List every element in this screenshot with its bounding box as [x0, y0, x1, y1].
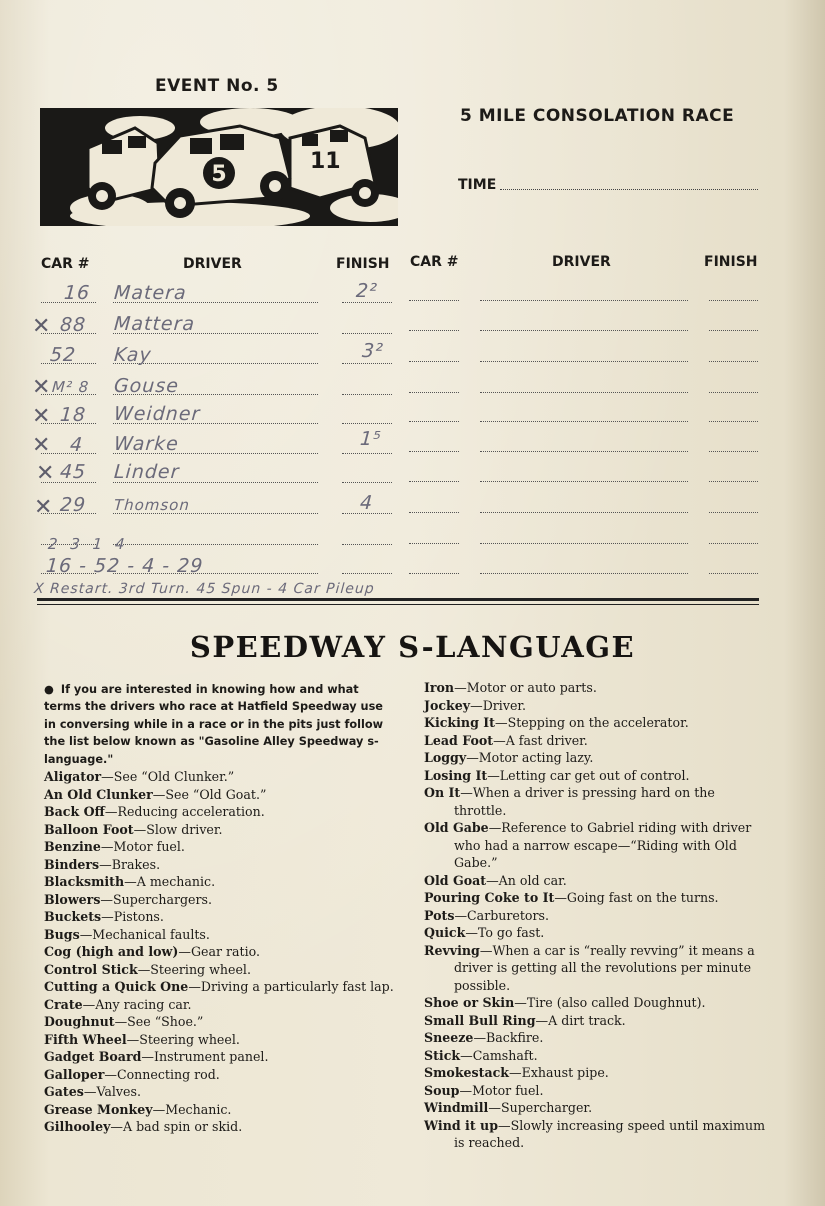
glossary-definition: —Supercharger.	[488, 1100, 593, 1115]
glossary-entry	[424, 1117, 768, 1152]
glossary-definition: —Carburetors.	[454, 907, 549, 923]
entry-dotted-line	[342, 544, 392, 545]
glossary-entry	[424, 749, 768, 767]
glossary-definition: —Driver.	[470, 697, 527, 713]
entry-dotted-line	[409, 392, 459, 393]
glossary-definition: —Motor fuel.	[100, 839, 185, 854]
section-divider-thick	[37, 598, 759, 601]
glossary-definition: —Motor fuel.	[459, 1082, 544, 1098]
glossary-entry	[424, 1099, 768, 1117]
glossary-term: On It	[424, 785, 461, 800]
glossary-entry	[44, 1066, 394, 1084]
glossary-definition: —Connecting rod.	[104, 1066, 220, 1082]
entry-dotted-line	[409, 421, 459, 422]
entry-dotted-line	[342, 363, 392, 364]
glossary-definition: —Brakes.	[99, 856, 161, 872]
glossary-term: Revving	[424, 942, 480, 958]
glossary-entry	[44, 1118, 394, 1136]
glossary-entry	[44, 821, 394, 839]
header-driver-left: DRIVER	[183, 256, 242, 272]
entry-dotted-line	[342, 333, 392, 334]
glossary-entry	[44, 1101, 394, 1119]
hw-car-3: 52	[49, 344, 77, 366]
glossary-definition: —Backfire.	[473, 1030, 544, 1045]
glossary-definition: —An old car.	[486, 872, 567, 888]
glossary-definition: —Superchargers.	[100, 891, 212, 907]
glossary-entry	[44, 891, 394, 909]
race-cars-illustration	[40, 108, 398, 226]
entry-dotted-line	[480, 481, 688, 482]
glossary-entry	[44, 926, 394, 944]
intro-text: If you are interested in knowing how and what terms the drivers who race at Hatfield Speedway use in conversing while in a race or in the pits just follow the list below known as "Gasoline Alley Speedway s-language."	[44, 683, 384, 766]
glossary-definition: —See “Old Clunker.”	[101, 769, 235, 784]
glossary-term: Small Bull Ring	[424, 1012, 536, 1028]
glossary-entry	[44, 908, 394, 926]
hw-x-mark: ✕	[32, 375, 51, 400]
hw-car-8: 29	[59, 494, 87, 516]
glossary-entry	[44, 978, 394, 996]
hw-car-5: 18	[59, 404, 87, 426]
glossary-term: Benzine	[44, 839, 101, 854]
hw-driver-6: Warke	[113, 433, 180, 455]
section-title: SPEEDWAY S-LANGUAGE	[189, 630, 636, 664]
glossary-definition: —Steering wheel.	[126, 1031, 240, 1047]
glossary-entry	[44, 961, 394, 979]
glossary-definition: —A dirt track.	[535, 1012, 626, 1028]
glossary-definition: —Instrument panel.	[141, 1049, 269, 1064]
glossary-entry	[44, 1048, 394, 1066]
entry-dotted-line	[409, 451, 459, 452]
glossary-definition: —Reducing acceleration.	[104, 804, 265, 819]
hw-finish-6: 1⁵	[359, 428, 383, 450]
glossary-definition: —Pistons.	[101, 909, 164, 924]
time-label: TIME	[458, 177, 497, 193]
glossary-definition: —Gear ratio.	[178, 944, 260, 959]
glossary-term: Stick	[424, 1047, 461, 1063]
glossary-term: Bugs	[44, 926, 80, 942]
right-car-number: 11	[310, 149, 341, 174]
glossary-definition: —Exhaust pipe.	[509, 1065, 609, 1080]
glossary-definition: —A bad spin or skid.	[110, 1119, 243, 1134]
hw-finish-3: 3²	[361, 340, 385, 362]
header-driver-right: DRIVER	[552, 254, 611, 270]
entry-dotted-line	[709, 573, 758, 574]
glossary-term: Smokestack	[424, 1065, 510, 1080]
header-finish-right: FINISH	[704, 254, 758, 270]
glossary-entry	[44, 996, 394, 1014]
hw-finish-1: 2²	[355, 280, 379, 302]
hw-driver-7: Linder	[113, 461, 181, 483]
entry-dotted-line	[409, 361, 459, 362]
entry-dotted-line	[480, 330, 688, 331]
glossary-entry	[424, 1029, 768, 1047]
hw-x-mark: ✕	[34, 495, 53, 520]
entry-dotted-line	[113, 544, 318, 545]
hw-finish-order: 16 - 52 - 4 - 29	[45, 555, 205, 577]
hw-driver-3: Kay	[113, 344, 153, 366]
glossary-entry	[424, 942, 768, 995]
glossary-definition: —Steering wheel.	[137, 961, 251, 977]
glossary-term: Galloper	[44, 1066, 105, 1082]
entry-dotted-line	[409, 481, 459, 482]
glossary-entry	[424, 924, 768, 942]
glossary-entry	[424, 732, 768, 750]
glossary-entry	[44, 838, 394, 856]
glossary-entry	[424, 714, 768, 732]
entry-dotted-line	[409, 543, 459, 544]
glossary-entry	[44, 1083, 394, 1101]
glossary-term: Balloon Foot	[44, 821, 134, 837]
glossary-term: Gilhooley	[44, 1119, 111, 1134]
glossary-term: Lead Foot	[424, 732, 494, 748]
glossary-term: Windmill	[424, 1100, 489, 1115]
glossary-term: An Old Clunker	[44, 786, 153, 802]
entry-dotted-line	[709, 512, 758, 513]
glossary-term: Kicking It	[424, 715, 495, 730]
glossary-term: Jockey	[424, 697, 471, 713]
glossary-term: Crate	[44, 996, 83, 1012]
glossary-term: Back Off	[44, 804, 105, 819]
entry-dotted-line	[409, 300, 459, 301]
glossary-definition: —Valves.	[83, 1084, 141, 1099]
glossary-term: Cog (high and low)	[44, 944, 179, 959]
hw-restart-note: X Restart. 3rd Turn. 45 Spun - 4 Car Pileup	[33, 581, 376, 597]
hw-driver-1: Matera	[113, 282, 188, 304]
hw-car-4: M² 8	[51, 378, 90, 396]
glossary-entry	[424, 907, 768, 925]
glossary-term: Blowers	[44, 891, 101, 907]
glossary-definition: —When a driver is pressing hard on the throttle.	[454, 785, 715, 818]
glossary-definition: —Going fast on the turns.	[554, 890, 719, 905]
hw-x-mark: ✕	[32, 314, 51, 339]
entry-dotted-line	[409, 512, 459, 513]
glossary-definition: —A fast driver.	[493, 732, 588, 748]
hw-driver-4: Gouse	[113, 375, 180, 397]
entry-dotted-line	[342, 423, 392, 424]
glossary-entry	[44, 1031, 394, 1049]
hw-place-labels: 2 3 1 4	[47, 535, 130, 553]
glossary-definition: —Tire (also called Doughnut).	[514, 995, 706, 1010]
glossary-definition: —Any racing car.	[82, 996, 192, 1012]
glossary-definition: —Slowly increasing speed until maximum is reached.	[454, 1117, 766, 1150]
entry-dotted-line	[709, 543, 758, 544]
glossary-entry	[424, 1064, 768, 1082]
glossary-term: Fifth Wheel	[44, 1031, 127, 1047]
center-car-number: 5	[211, 162, 227, 187]
entry-dotted-line	[342, 394, 392, 395]
glossary-entry	[424, 784, 768, 819]
glossary-entry	[44, 856, 394, 874]
glossary-entry	[44, 768, 394, 786]
hw-car-2: 88	[59, 314, 87, 336]
entry-dotted-line	[709, 392, 758, 393]
glossary-definition: —A mechanic.	[124, 874, 216, 889]
glossary-definition: —Stepping on the accelerator.	[494, 715, 689, 730]
entry-dotted-line	[709, 330, 758, 331]
glossary-entry	[424, 889, 768, 907]
glossary-right-column	[424, 679, 768, 1152]
glossary-entry	[424, 767, 768, 785]
glossary-entry	[44, 873, 394, 891]
glossary-definition: —Driving a particularly fast lap.	[188, 979, 394, 994]
glossary-definition: —See “Shoe.”	[114, 1014, 204, 1029]
entry-dotted-line	[480, 421, 688, 422]
header-car-right: CAR #	[410, 254, 459, 270]
glossary-term: Binders	[44, 856, 100, 872]
entry-dotted-line	[709, 481, 758, 482]
glossary-entry	[424, 1012, 768, 1030]
hw-x-mark: ✕	[36, 461, 55, 486]
glossary-entry	[44, 1013, 394, 1031]
entry-dotted-line	[342, 302, 392, 303]
entry-dotted-line	[480, 361, 688, 362]
glossary-term: Buckets	[44, 909, 102, 924]
entry-dotted-line	[480, 451, 688, 452]
glossary-definition: —See “Old Goat.”	[152, 786, 267, 802]
glossary-definition: —Slow driver.	[133, 821, 223, 837]
hw-driver-5: Weidner	[113, 403, 202, 425]
glossary-term: Pouring Coke to It	[424, 890, 555, 905]
glossary-entry	[424, 872, 768, 890]
entry-dotted-line	[709, 300, 758, 301]
entry-dotted-line	[409, 330, 459, 331]
glossary-definition: —Motor or auto parts.	[454, 680, 597, 695]
glossary-term: Aligator	[44, 769, 102, 784]
entry-dotted-line	[709, 451, 758, 452]
time-blank-line	[500, 189, 758, 190]
entry-dotted-line	[480, 300, 688, 301]
hw-x-mark: ✕	[32, 433, 51, 458]
hw-car-7: 45	[59, 461, 87, 483]
glossary-term: Pots	[424, 907, 455, 923]
entry-dotted-line	[409, 573, 459, 574]
glossary-term: Shoe or Skin	[424, 995, 515, 1010]
glossary-definition: —When a car is “really revving” it means a driver is getting all the revolutions per minute possible.	[454, 942, 755, 993]
hw-driver-8: Thomson	[113, 496, 191, 514]
glossary-term: Iron	[424, 680, 455, 695]
event-title: EVENT No. 5	[155, 76, 279, 96]
entry-dotted-line	[342, 573, 392, 574]
glossary-term: Old Goat	[424, 872, 487, 888]
entry-dotted-line	[480, 512, 688, 513]
glossary-left-column	[44, 768, 394, 1136]
glossary-definition: —To go fast.	[465, 925, 545, 940]
glossary-entry	[424, 1082, 768, 1100]
glossary-term: Quick	[424, 925, 466, 940]
glossary-entry	[44, 803, 394, 821]
header-car-left: CAR #	[41, 256, 90, 272]
glossary-term: Losing It	[424, 767, 488, 783]
bullet-icon: ●	[44, 683, 54, 696]
glossary-term: Blacksmith	[44, 874, 125, 889]
glossary-definition: —Motor acting lazy.	[466, 750, 594, 765]
glossary-term: Sneeze	[424, 1030, 474, 1045]
glossary-term: Loggy	[424, 750, 467, 765]
glossary-term: Old Gabe	[424, 820, 489, 835]
hw-driver-2: Mattera	[113, 313, 196, 335]
glossary-term: Wind it up	[424, 1117, 499, 1133]
hw-car-6: 4	[69, 434, 84, 456]
entry-dotted-line	[709, 361, 758, 362]
glossary-entry	[424, 1047, 768, 1065]
hw-x-mark: ✕	[32, 404, 51, 429]
glossary-entry	[424, 697, 768, 715]
section-divider-thin	[37, 604, 759, 605]
header-finish-left: FINISH	[336, 256, 390, 272]
glossary-term: Doughnut	[44, 1014, 115, 1029]
glossary-definition: —Mechanic.	[152, 1101, 232, 1117]
entry-dotted-line	[342, 453, 392, 454]
glossary-definition: —Camshaft.	[460, 1047, 538, 1063]
glossary-definition: —Reference to Gabriel riding with driver who had a narrow escape—“Riding with Old Gabe.”	[454, 820, 752, 870]
entry-dotted-line	[480, 543, 688, 544]
glossary-term: Gates	[44, 1084, 84, 1099]
glossary-entry	[44, 786, 394, 804]
glossary-term: Grease Monkey	[44, 1101, 153, 1117]
glossary-term: Cutting a Quick One	[44, 979, 189, 994]
entry-dotted-line	[709, 421, 758, 422]
glossary-entry	[424, 679, 768, 697]
entry-dotted-line	[480, 573, 688, 574]
entry-dotted-line	[342, 482, 392, 483]
entry-dotted-line	[480, 392, 688, 393]
glossary-term: Gadget Board	[44, 1049, 142, 1064]
glossary-term: Soup	[424, 1082, 460, 1098]
hw-finish-8: 4	[359, 492, 374, 514]
hw-car-1: 16	[63, 282, 91, 304]
race-title: 5 MILE CONSOLATION RACE	[460, 106, 735, 126]
glossary-term: Control Stick	[44, 961, 138, 977]
glossary-definition: —Letting car get out of control.	[487, 767, 690, 783]
glossary-definition: —Mechanical faults.	[79, 926, 210, 942]
intro-paragraph	[44, 681, 384, 768]
glossary-entry	[424, 819, 768, 872]
glossary-entry	[44, 943, 394, 961]
glossary-entry	[424, 994, 768, 1012]
